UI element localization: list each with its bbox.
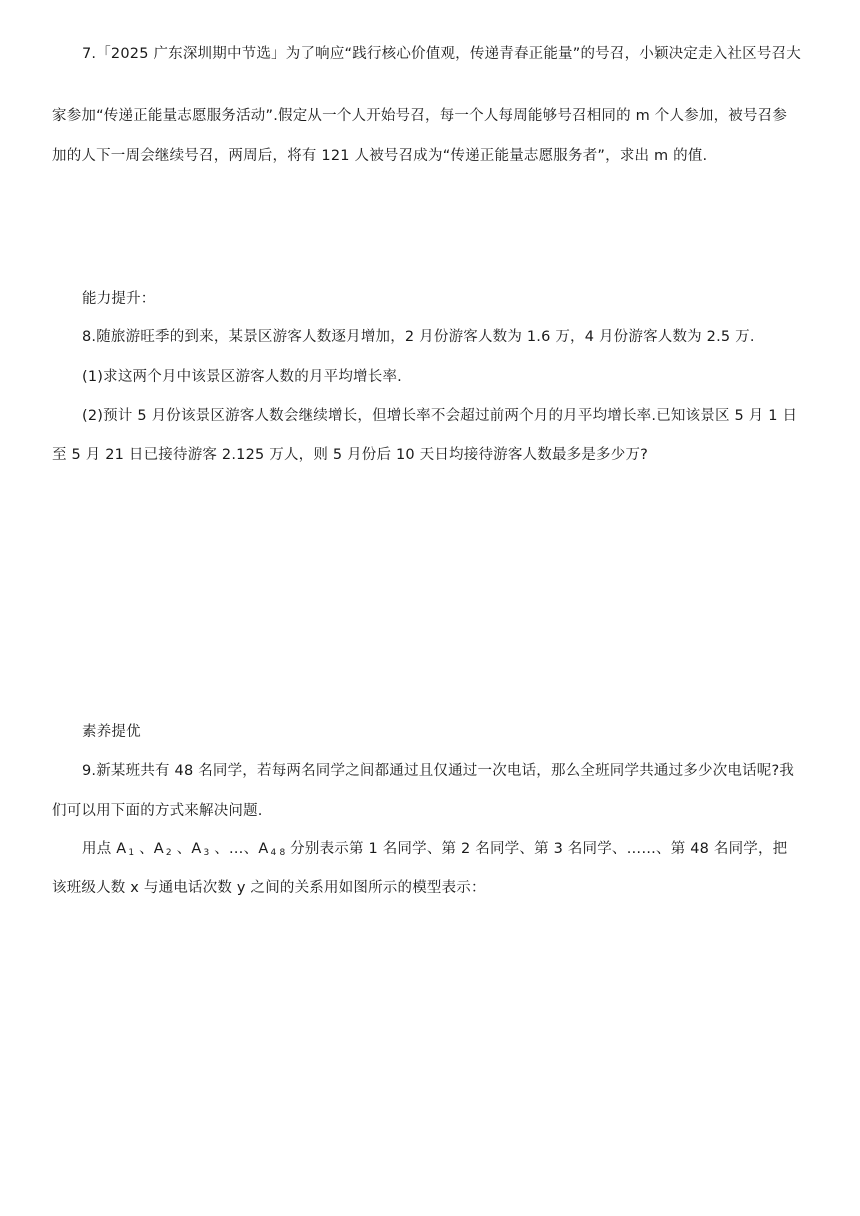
q7-line-1: 7.「2025 广东深圳期中节选」为了响应“践行核心价值观，传递青春正能量”的号召，小颖决定走入社区号召大 — [82, 46, 801, 62]
q8-part-2-line-1: (2)预计 5 月份该景区游客人数会继续增长，但增长率不会超过前两个月的月平均增长率.已知该景区 5 月 1 日 — [82, 408, 798, 424]
q9-line-3 — [82, 839, 812, 863]
subscript-48: 4 8 — [270, 848, 286, 858]
separator-1: 、A — [134, 841, 164, 857]
q9-line-4: 该班级人数 x 与通电话次数 y 之间的关系用如图所示的模型表示： — [52, 880, 486, 896]
q8-part-2-line-2: 至 5 月 21 日已接待游客 2.125 万人，则 5 月份后 10 天日均接待游客人数最多是多少万? — [52, 447, 649, 463]
subscript-3: 3 — [203, 848, 210, 858]
q9-line-2: 们可以用下面的方式来解决问题. — [52, 803, 263, 819]
q8-part-1: (1)求这两个月中该景区游客人数的月平均增长率. — [82, 369, 402, 385]
section-heading-ability: 能力提升： — [82, 291, 156, 307]
section-heading-literacy: 素养提优 — [82, 724, 141, 740]
separator-3: 、…、A — [209, 841, 269, 857]
subscript-1: 1 — [128, 848, 135, 858]
q7-line-2: 家参加“传递正能量志愿服务活动”.假定从一个人开始号召，每一个人每周能够号召相同的 m 个人参加，被号召参 — [52, 108, 788, 124]
q9-line-3-end: 分别表示第 1 名同学、第 2 名同学、第 3 名同学、……、第 48 名同学，把 — [285, 841, 788, 857]
q9-line-3-start: 用点 A — [82, 841, 127, 857]
q9-line-1: 9.新某班共有 48 名同学，若每两名同学之间都通过且仅通过一次电话，那么全班同学共通过多少次电话呢?我 — [82, 763, 795, 779]
q8-line-1: 8.随旅游旺季的到来，某景区游客人数逐月增加，2 月份游客人数为 1.6 万，4 月份游客人数为 2.5 万. — [82, 329, 755, 345]
subscript-2: 2 — [165, 848, 172, 858]
separator-2: 、A — [171, 841, 202, 857]
q7-line-3: 加的人下一周会继续号召，两周后，将有 121 人被号召成为“传递正能量志愿服务者”，求出 m 的值. — [52, 148, 708, 164]
